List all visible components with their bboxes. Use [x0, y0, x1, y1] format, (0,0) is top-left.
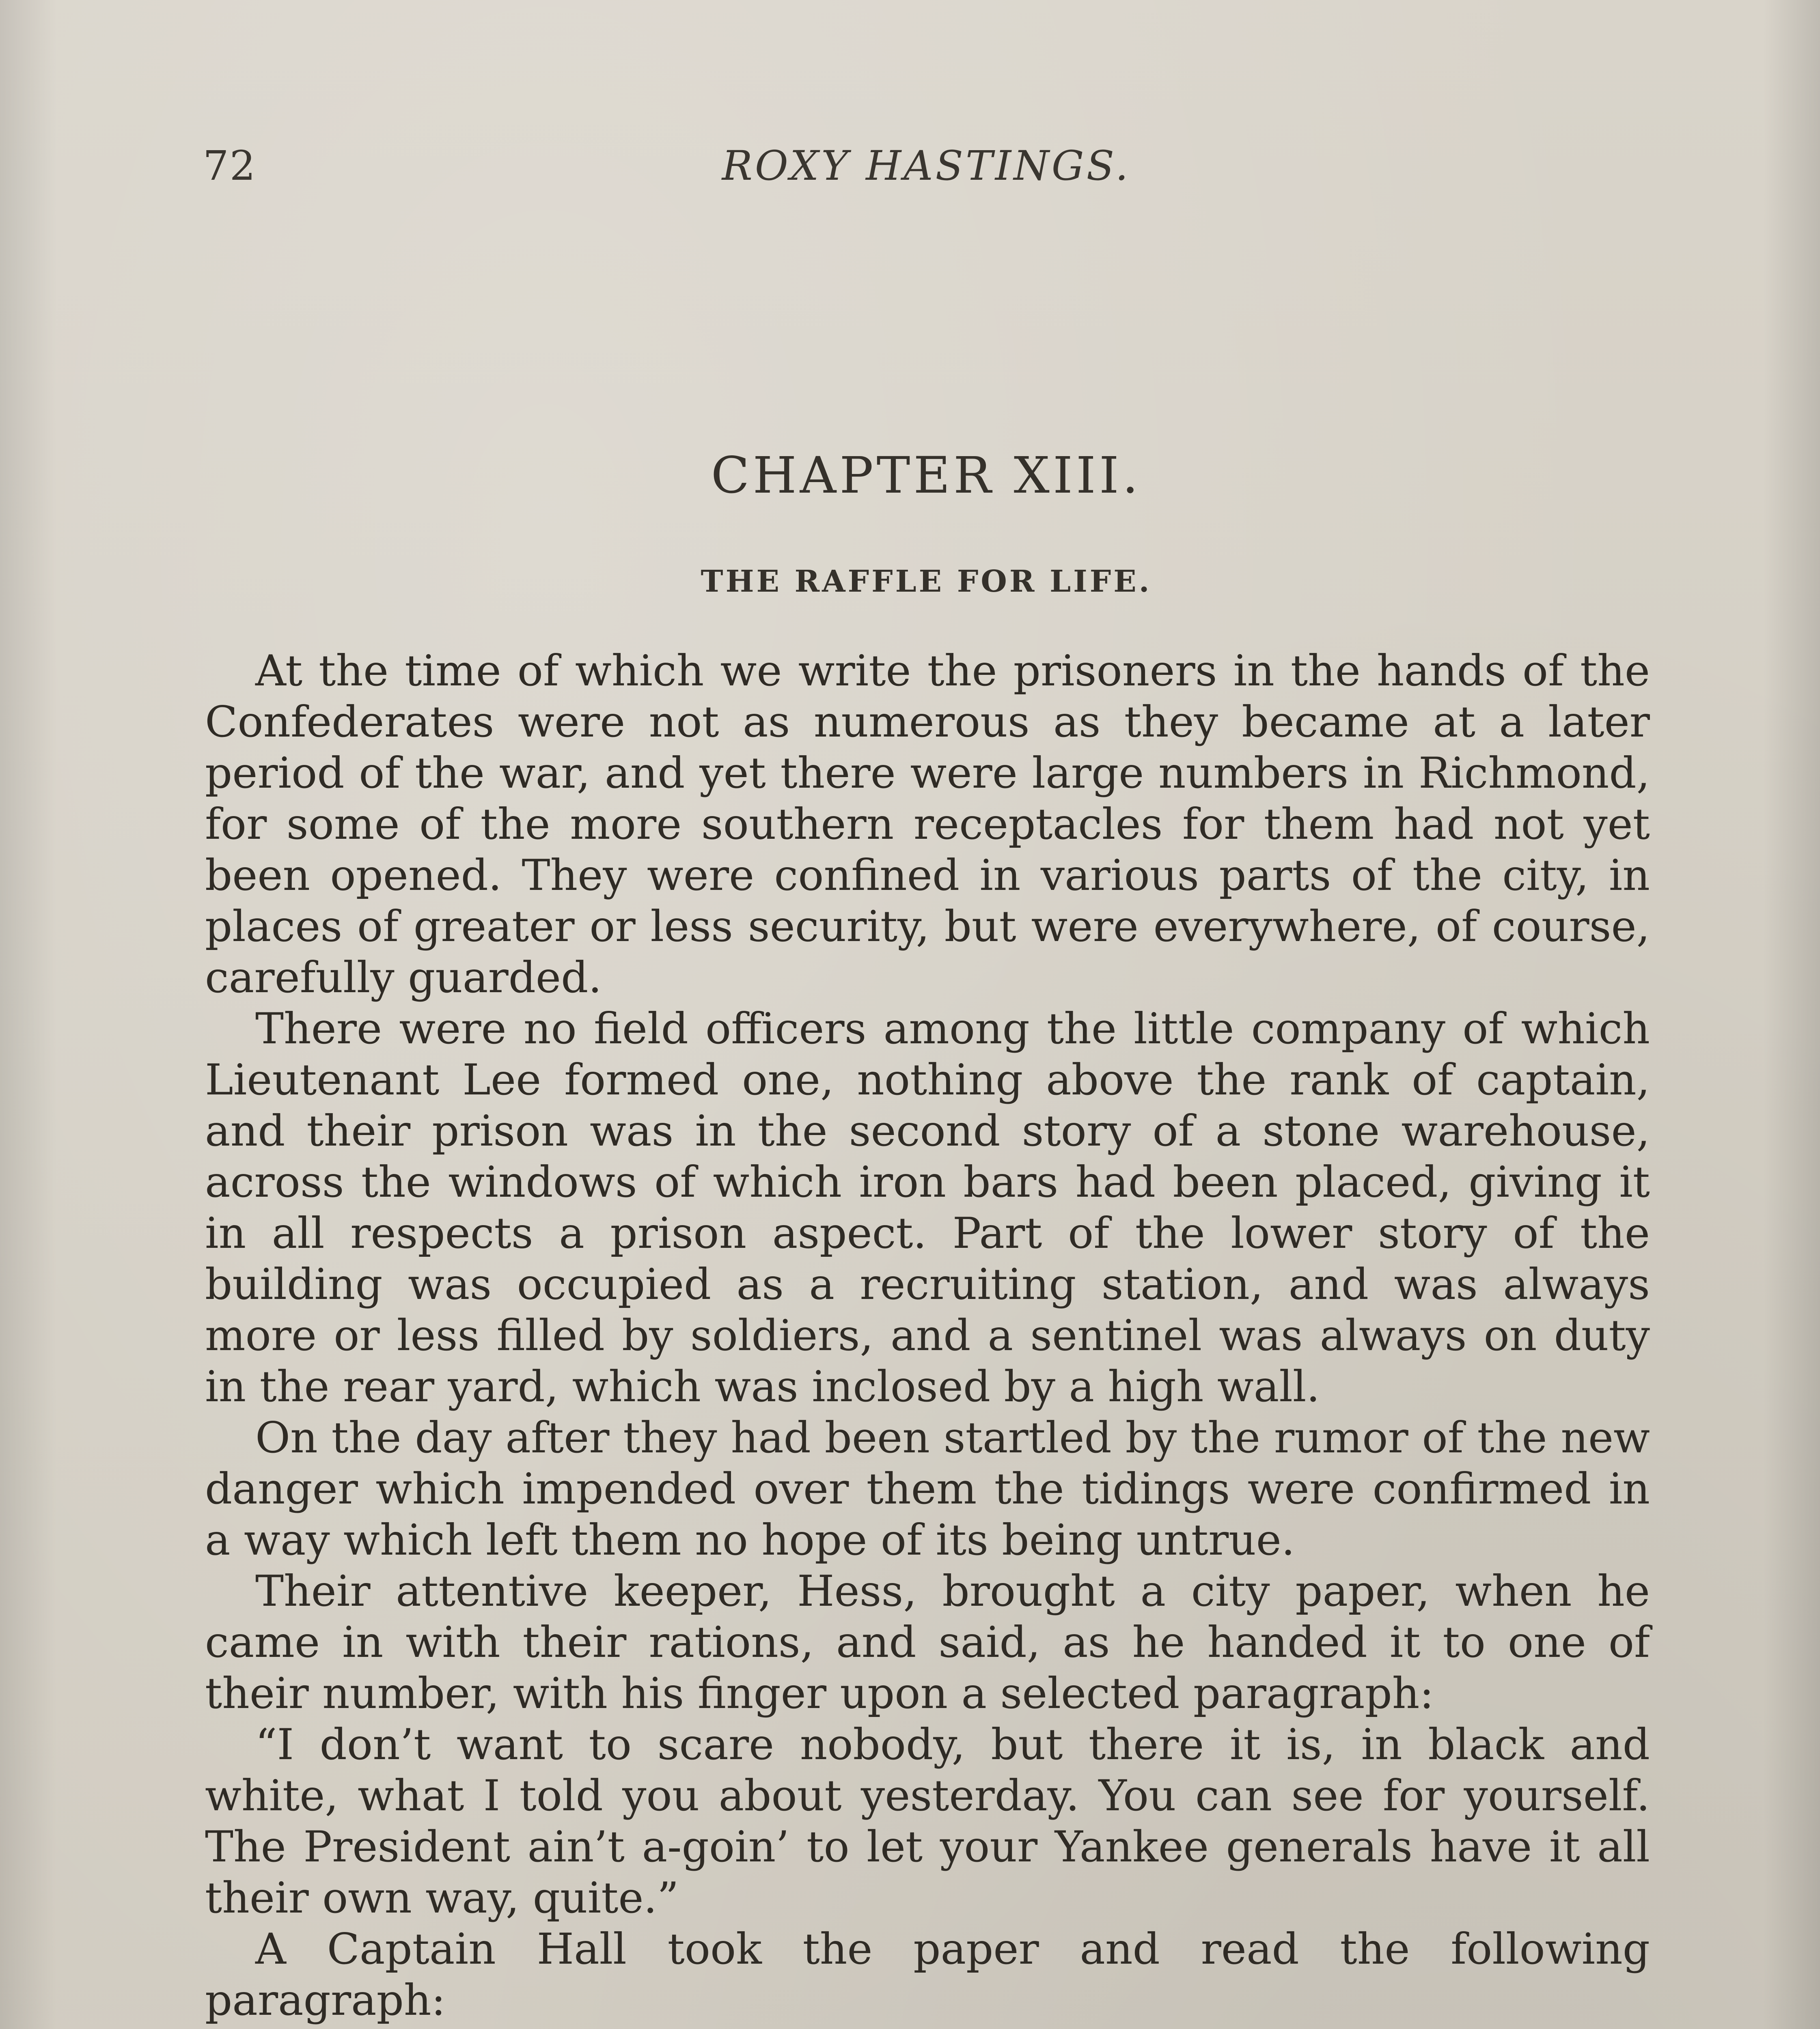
page-edge-shadow-right	[1763, 0, 1820, 2029]
paragraph: Their attentive keeper, Hess, brought a city paper, when he came in with their rations, and said, as he handed it to one of their number, with his finger upon a selected paragraph:	[205, 1566, 1650, 1718]
paragraph: On the day after they had been startled by the rumor of the new danger which impended over them the tidings were confirmed in a way which left them no hope of its being untrue.	[205, 1413, 1650, 1565]
paragraph: At the time of which we write the prisoners in the hands of the Confederates were not as numerous as they became at a later period of the war, and yet there were large numbers in Richmond, for some of the more southern receptacles for them had not yet been opened. They were confined in various parts of the city, in places of greater or less security, but were everywhere, of course, carefully guarded.	[205, 646, 1650, 1002]
running-head: ROXY HASTINGS.	[722, 142, 1131, 190]
paragraph: There were no field officers among the little company of which Lieutenant Lee formed one, nothing above the rank of captain, and their prison was in the second story of a stone warehouse, across the windows of which iron bars had been placed, giving it in all respects a prison aspect. Part of the lower story of the building was occupied as a recruiting station, and was always more or less filled by soldiers, and a sentinel was always on duty in the rear yard, which was inclosed by a high wall.	[205, 1004, 1650, 1411]
chapter-subtitle: THE RAFFLE FOR LIFE.	[701, 564, 1152, 599]
page-number: 72	[203, 142, 257, 190]
body-text	[205, 645, 1650, 2029]
paragraph: “I don’t want to scare nobody, but there it is, in black and white, what I told you about yesterday. You can see for yourself. The President ain’t a-goin’ to let your Yankee generals have it all their own way, quite.”	[205, 1720, 1650, 1923]
page-edge-shadow-left	[0, 0, 57, 2029]
paragraph: A Captain Hall took the paper and read the following paragraph:	[205, 1924, 1650, 2025]
chapter-title: CHAPTER XIII.	[711, 446, 1142, 505]
page-header	[203, 142, 1650, 207]
